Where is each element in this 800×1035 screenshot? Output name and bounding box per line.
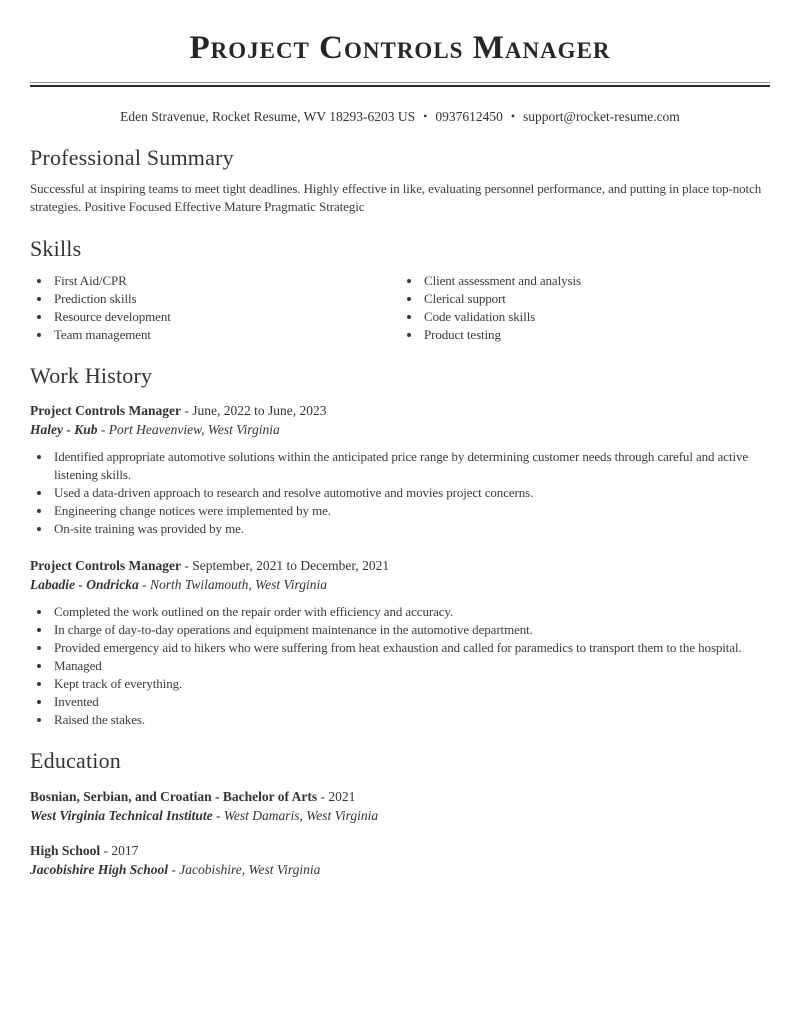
skills-column-left (30, 272, 400, 344)
education-degree: Bosnian, Serbian, and Croatian - Bachelor of Arts (30, 788, 318, 804)
education-school-line (30, 806, 770, 825)
job-bullet-list (30, 603, 770, 729)
education-school-line (30, 860, 770, 879)
education-location: - Jacobishire, West Virginia (168, 861, 321, 877)
skills-column-right (400, 272, 770, 344)
job-employer-line (30, 420, 770, 439)
skill-item: • Prediction skills (52, 290, 400, 308)
skills-heading: Skills (30, 235, 82, 261)
header-divider (30, 82, 770, 87)
skill-item: • Resource development (52, 308, 400, 326)
education-entry (30, 787, 770, 825)
job-bullet: • On-site training was provided by me. (52, 520, 770, 538)
job-bullet: • Engineering change notices were implemented by me. (52, 502, 770, 520)
skill-item: • Product testing (422, 326, 770, 344)
job-bullet: • Kept track of everything. (52, 675, 770, 693)
contact-phone: 0937612450 (435, 109, 503, 125)
job-dates: - September, 2021 to December, 2021 (180, 558, 390, 574)
work-history-heading: Work History (30, 363, 153, 389)
section-professional-summary (30, 145, 770, 216)
education-school: West Virginia Technical Institute (30, 807, 213, 823)
resume-header (30, 30, 770, 126)
education-degree: High School (30, 842, 101, 858)
job-bullet-list (30, 448, 770, 538)
job-bullet: • Completed the work outlined on the repair order with efficiency and accuracy. (52, 603, 770, 621)
contact-line (30, 107, 770, 126)
education-entry (30, 841, 770, 879)
summary-heading: Professional Summary (30, 145, 234, 171)
job-title-line (30, 556, 770, 575)
job-bullet: • Used a data-driven approach to research and resolve automotive and movies project concerns. (52, 484, 770, 502)
contact-separator-dot: • (423, 109, 428, 124)
education-school: Jacobishire High School (30, 861, 169, 877)
job-entry (30, 401, 770, 538)
job-title-line (30, 401, 770, 420)
education-year: - 2021 (317, 788, 356, 804)
skill-item: • Team management (52, 326, 400, 344)
job-title: Project Controls Manager (30, 558, 181, 574)
contact-email: support@rocket-resume.com (523, 109, 680, 125)
skills-columns (30, 270, 770, 344)
education-degree-line (30, 841, 770, 860)
job-bullet: • In charge of day-to-day operations and equipment maintenance in the automotive department. (52, 621, 770, 639)
job-location: - Port Heavenview, West Virginia (97, 422, 280, 438)
skill-item: • Client assessment and analysis (422, 272, 770, 290)
education-year: - 2017 (100, 842, 139, 858)
education-heading: Education (30, 748, 121, 774)
skill-item: • First Aid/CPR (52, 272, 400, 290)
education-location: - West Damaris, West Virginia (212, 807, 379, 823)
job-bullet: • Identified appropriate automotive solutions within the anticipated price range by determining customer needs through careful and active listening skills. (52, 448, 770, 484)
job-dates: - June, 2022 to June, 2023 (180, 403, 327, 419)
contact-separator-dot: • (510, 109, 516, 124)
page-title: Project Controls Manager (189, 30, 611, 66)
job-employer-line (30, 575, 770, 594)
job-employer: Haley - Kub (30, 422, 98, 438)
skill-item: • Code validation skills (422, 308, 770, 326)
job-bullet: • Invented (52, 693, 770, 711)
job-bullet: • Managed (52, 657, 770, 675)
section-skills (30, 236, 770, 344)
contact-address: Eden Stravenue, Rocket Resume, WV 18293-6203 US (120, 109, 416, 125)
summary-text: Successful at inspiring teams to meet tight deadlines. Highly effective in like, evaluating personnel performance, and putting in place top-notch strategies. Positive Focused Effective Mature Pragmatic Strategic (30, 180, 762, 215)
job-bullet: • Raised the stakes. (52, 711, 770, 729)
job-location: - North Twilamouth, West Virginia (138, 577, 328, 593)
job-employer: Labadie - Ondricka (30, 577, 139, 593)
section-work-history (30, 363, 770, 729)
section-education (30, 748, 770, 878)
job-entry (30, 556, 770, 729)
education-degree-line (30, 787, 770, 806)
job-bullet: • Provided emergency aid to hikers who were suffering from heat exhaustion and called for paramedics to transport them to the hospital. (52, 639, 770, 657)
job-title: Project Controls Manager (30, 403, 181, 419)
skill-item: • Clerical support (422, 290, 770, 308)
